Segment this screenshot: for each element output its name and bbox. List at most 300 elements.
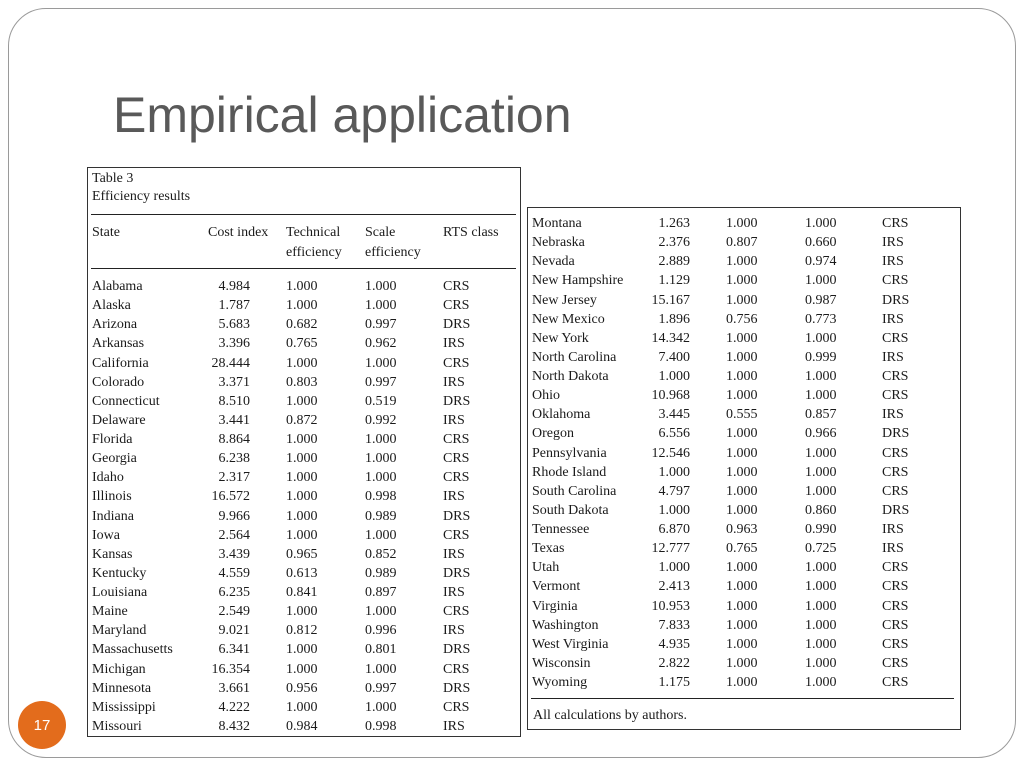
scale-efficiency: 0.998 bbox=[365, 718, 397, 734]
rts-class: CRS bbox=[882, 483, 909, 499]
technical-efficiency: 1.000 bbox=[286, 470, 318, 486]
table-row bbox=[528, 635, 960, 654]
state-name: Rhode Island bbox=[532, 464, 607, 480]
table-row bbox=[528, 367, 960, 386]
state-name: Virginia bbox=[532, 598, 578, 614]
table-panel-left bbox=[87, 167, 521, 737]
rts-class: CRS bbox=[443, 604, 470, 620]
technical-efficiency: 0.984 bbox=[286, 718, 318, 734]
cost-index: 1.000 bbox=[658, 369, 690, 385]
rts-class: IRS bbox=[443, 489, 465, 505]
header-technical-1: Technical bbox=[286, 225, 341, 240]
state-name: Montana bbox=[532, 216, 582, 231]
scale-efficiency: 1.000 bbox=[805, 483, 837, 499]
table-row bbox=[88, 373, 520, 392]
table-row bbox=[88, 679, 520, 698]
table-row bbox=[528, 597, 960, 616]
state-name: South Dakota bbox=[532, 502, 609, 518]
cost-index: 3.396 bbox=[218, 336, 250, 352]
rts-class: DRS bbox=[443, 680, 471, 696]
cost-index: 2.822 bbox=[658, 655, 690, 671]
cost-index: 2.549 bbox=[218, 604, 250, 620]
table-row bbox=[88, 526, 520, 545]
rts-class: CRS bbox=[882, 675, 909, 691]
cost-index: 3.445 bbox=[658, 407, 690, 423]
state-name: Mississippi bbox=[92, 699, 156, 715]
technical-efficiency: 1.000 bbox=[726, 636, 758, 652]
header-cost-index: Cost index bbox=[208, 225, 269, 240]
table-row bbox=[528, 424, 960, 443]
scale-efficiency: 1.000 bbox=[805, 636, 837, 652]
rts-class: CRS bbox=[443, 432, 470, 448]
table-row bbox=[88, 507, 520, 526]
cost-index: 14.342 bbox=[651, 330, 690, 346]
cost-index: 16.354 bbox=[211, 661, 250, 677]
state-name: Vermont bbox=[532, 579, 581, 595]
technical-efficiency: 1.000 bbox=[286, 279, 318, 294]
table-row bbox=[528, 310, 960, 329]
technical-efficiency: 0.613 bbox=[286, 565, 318, 581]
technical-efficiency: 0.956 bbox=[286, 680, 318, 696]
cost-index: 10.953 bbox=[651, 598, 690, 614]
cost-index: 2.376 bbox=[658, 235, 690, 251]
rts-class: CRS bbox=[882, 636, 909, 652]
state-name: Oklahoma bbox=[532, 407, 591, 423]
scale-efficiency: 0.987 bbox=[805, 292, 837, 308]
rts-class: CRS bbox=[882, 388, 909, 404]
scale-efficiency: 1.000 bbox=[365, 661, 397, 677]
cost-index: 9.966 bbox=[218, 508, 250, 524]
cost-index: 6.235 bbox=[218, 585, 250, 601]
rts-class: CRS bbox=[443, 279, 470, 294]
header-rts-class: RTS class bbox=[443, 225, 499, 240]
technical-efficiency: 0.812 bbox=[286, 623, 318, 639]
scale-efficiency: 1.000 bbox=[805, 330, 837, 346]
page-number: 17 bbox=[33, 716, 51, 734]
technical-efficiency: 0.841 bbox=[286, 585, 318, 601]
cost-index: 7.833 bbox=[658, 617, 690, 633]
scale-efficiency: 0.974 bbox=[805, 254, 837, 270]
scale-efficiency: 0.860 bbox=[805, 502, 837, 518]
rts-class: DRS bbox=[443, 642, 471, 658]
scale-efficiency: 0.996 bbox=[365, 623, 397, 639]
cost-index: 28.444 bbox=[211, 355, 250, 371]
technical-efficiency: 1.000 bbox=[726, 675, 758, 691]
cost-index: 4.935 bbox=[658, 636, 690, 652]
scale-efficiency: 1.000 bbox=[805, 579, 837, 595]
table-row bbox=[528, 463, 960, 482]
cost-index: 1.000 bbox=[658, 560, 690, 576]
scale-efficiency: 0.857 bbox=[805, 407, 837, 423]
technical-efficiency: 1.000 bbox=[726, 598, 758, 614]
state-name: Indiana bbox=[92, 508, 134, 524]
rts-class: CRS bbox=[882, 330, 909, 346]
cost-index: 5.683 bbox=[218, 317, 250, 333]
rts-class: IRS bbox=[882, 349, 904, 365]
table-row bbox=[88, 315, 520, 334]
table-row bbox=[88, 411, 520, 430]
scale-efficiency: 1.000 bbox=[365, 604, 397, 620]
table-row bbox=[88, 602, 520, 621]
scale-efficiency: 0.999 bbox=[805, 349, 837, 365]
rts-class: DRS bbox=[443, 317, 471, 333]
state-name: New York bbox=[532, 330, 589, 346]
state-name: West Virginia bbox=[532, 636, 609, 652]
state-name: Kentucky bbox=[92, 565, 147, 581]
state-name: Missouri bbox=[92, 718, 142, 734]
state-name: Kansas bbox=[92, 546, 133, 562]
cost-index: 3.441 bbox=[218, 412, 250, 428]
scale-efficiency: 0.997 bbox=[365, 374, 397, 390]
technical-efficiency: 1.000 bbox=[286, 661, 318, 677]
cost-index: 2.413 bbox=[658, 579, 690, 595]
rts-class: CRS bbox=[882, 655, 909, 671]
scale-efficiency: 1.000 bbox=[365, 279, 397, 294]
technical-efficiency: 1.000 bbox=[726, 655, 758, 671]
rts-class: CRS bbox=[882, 464, 909, 480]
cost-index: 6.556 bbox=[658, 426, 690, 442]
cost-index: 6.341 bbox=[218, 642, 250, 658]
technical-efficiency: 1.000 bbox=[286, 699, 318, 715]
scale-efficiency: 0.992 bbox=[365, 412, 397, 428]
technical-efficiency: 0.807 bbox=[726, 235, 758, 251]
state-name: New Mexico bbox=[532, 311, 605, 327]
cost-index: 1.175 bbox=[658, 675, 690, 691]
header-state: State bbox=[92, 225, 120, 240]
table-row bbox=[88, 449, 520, 468]
state-name: Arizona bbox=[92, 317, 138, 333]
scale-efficiency: 0.801 bbox=[365, 642, 397, 658]
cost-index: 1.000 bbox=[658, 464, 690, 480]
table-row bbox=[88, 717, 520, 736]
table-row bbox=[88, 564, 520, 583]
state-name: Wisconsin bbox=[532, 655, 591, 671]
table-footnote: All calculations by authors. bbox=[533, 708, 687, 723]
scale-efficiency: 0.997 bbox=[365, 680, 397, 696]
technical-efficiency: 1.000 bbox=[726, 579, 758, 595]
scale-efficiency: 1.000 bbox=[805, 464, 837, 480]
state-name: New Jersey bbox=[532, 292, 597, 308]
scale-efficiency: 0.989 bbox=[365, 565, 397, 581]
cost-index: 3.661 bbox=[218, 680, 250, 696]
table-row bbox=[528, 291, 960, 310]
table-row bbox=[88, 430, 520, 449]
state-name: Nebraska bbox=[532, 235, 585, 251]
cost-index: 1.263 bbox=[658, 216, 690, 231]
cost-index: 1.000 bbox=[658, 502, 690, 518]
state-name: Maryland bbox=[92, 623, 147, 639]
table-row bbox=[528, 558, 960, 577]
technical-efficiency: 1.000 bbox=[286, 393, 318, 409]
state-name: North Dakota bbox=[532, 369, 609, 385]
state-name: Washington bbox=[532, 617, 599, 633]
header-technical-2: efficiency bbox=[286, 245, 342, 260]
cost-index: 6.870 bbox=[658, 522, 690, 538]
table-row bbox=[528, 482, 960, 501]
state-name: Nevada bbox=[532, 254, 575, 270]
slide-title: Empirical application bbox=[113, 87, 572, 143]
table-row bbox=[528, 673, 960, 692]
scale-efficiency: 1.000 bbox=[365, 298, 397, 314]
cost-index: 2.889 bbox=[658, 254, 690, 270]
state-name: Iowa bbox=[92, 527, 120, 543]
cost-index: 7.400 bbox=[658, 349, 690, 365]
table-caption-title: Efficiency results bbox=[92, 189, 191, 204]
technical-efficiency: 1.000 bbox=[286, 642, 318, 658]
technical-efficiency: 0.682 bbox=[286, 317, 318, 333]
rts-class: CRS bbox=[443, 527, 470, 543]
page-number-badge bbox=[18, 701, 66, 749]
state-name: Alaska bbox=[92, 298, 131, 314]
table-row bbox=[88, 545, 520, 564]
table-row bbox=[528, 577, 960, 596]
scale-efficiency: 1.000 bbox=[805, 655, 837, 671]
state-name: North Carolina bbox=[532, 349, 617, 365]
technical-efficiency: 1.000 bbox=[726, 330, 758, 346]
state-name: Utah bbox=[532, 560, 560, 576]
cost-index: 8.432 bbox=[218, 718, 250, 734]
state-name: Colorado bbox=[92, 374, 145, 390]
rts-class: IRS bbox=[443, 585, 465, 601]
technical-efficiency: 1.000 bbox=[286, 604, 318, 620]
state-name: Alabama bbox=[92, 279, 143, 294]
technical-efficiency: 1.000 bbox=[726, 216, 758, 231]
rts-class: DRS bbox=[882, 502, 910, 518]
technical-efficiency: 1.000 bbox=[286, 489, 318, 505]
table-row bbox=[528, 252, 960, 271]
rts-class: IRS bbox=[882, 407, 904, 423]
cost-index: 3.371 bbox=[218, 374, 250, 390]
cost-index: 6.238 bbox=[218, 451, 250, 467]
technical-efficiency: 0.765 bbox=[286, 336, 318, 352]
state-name: South Carolina bbox=[532, 483, 617, 499]
cost-index: 2.564 bbox=[218, 527, 250, 543]
state-name: Illinois bbox=[92, 489, 132, 505]
table-row bbox=[528, 539, 960, 558]
cost-index: 4.984 bbox=[218, 279, 250, 294]
scale-efficiency: 1.000 bbox=[805, 675, 837, 691]
table-row bbox=[528, 654, 960, 673]
state-name: Massachusetts bbox=[92, 642, 173, 658]
rts-class: CRS bbox=[443, 451, 470, 467]
technical-efficiency: 0.555 bbox=[726, 407, 758, 423]
state-name: Tennessee bbox=[532, 522, 590, 538]
scale-efficiency: 0.997 bbox=[365, 317, 397, 333]
state-name: Idaho bbox=[92, 470, 124, 486]
table-row bbox=[88, 640, 520, 659]
rts-class: CRS bbox=[882, 598, 909, 614]
scale-efficiency: 1.000 bbox=[365, 470, 397, 486]
rts-class: IRS bbox=[882, 311, 904, 327]
scale-efficiency: 1.000 bbox=[365, 451, 397, 467]
scale-efficiency: 0.989 bbox=[365, 508, 397, 524]
cost-index: 4.559 bbox=[218, 565, 250, 581]
state-name: Maine bbox=[92, 604, 128, 620]
table-row bbox=[88, 334, 520, 353]
table-row bbox=[528, 405, 960, 424]
state-name: Pennsylvania bbox=[532, 445, 607, 461]
scale-efficiency: 1.000 bbox=[365, 432, 397, 448]
scale-efficiency: 0.725 bbox=[805, 541, 837, 557]
rts-class: DRS bbox=[443, 508, 471, 524]
table-row bbox=[88, 392, 520, 411]
scale-efficiency: 1.000 bbox=[365, 699, 397, 715]
cost-index: 9.021 bbox=[218, 623, 250, 639]
table-row bbox=[528, 386, 960, 405]
rts-class: CRS bbox=[443, 298, 470, 314]
cost-index: 8.864 bbox=[218, 432, 250, 448]
rts-class: IRS bbox=[443, 412, 465, 428]
rts-class: IRS bbox=[443, 546, 465, 562]
technical-efficiency: 1.000 bbox=[286, 298, 318, 314]
rts-class: DRS bbox=[882, 292, 910, 308]
table-row bbox=[88, 621, 520, 640]
state-name: Arkansas bbox=[92, 336, 145, 352]
rts-class: IRS bbox=[882, 541, 904, 557]
scale-efficiency: 1.000 bbox=[805, 560, 837, 576]
cost-index: 4.222 bbox=[218, 699, 250, 715]
technical-efficiency: 1.000 bbox=[286, 355, 318, 371]
cost-index: 1.787 bbox=[218, 298, 250, 314]
table-row bbox=[528, 271, 960, 290]
table-header-rule bbox=[91, 268, 516, 269]
table-caption-number: Table 3 bbox=[92, 171, 134, 186]
technical-efficiency: 1.000 bbox=[286, 451, 318, 467]
technical-efficiency: 1.000 bbox=[726, 349, 758, 365]
cost-index: 10.968 bbox=[651, 388, 690, 404]
technical-efficiency: 1.000 bbox=[726, 502, 758, 518]
technical-efficiency: 1.000 bbox=[726, 388, 758, 404]
technical-efficiency: 1.000 bbox=[726, 369, 758, 385]
scale-efficiency: 0.962 bbox=[365, 336, 397, 352]
technical-efficiency: 1.000 bbox=[726, 560, 758, 576]
state-name: Michigan bbox=[92, 661, 146, 677]
rts-class: DRS bbox=[443, 393, 471, 409]
scale-efficiency: 1.000 bbox=[365, 355, 397, 371]
state-name: Delaware bbox=[92, 412, 146, 428]
cost-index: 15.167 bbox=[651, 292, 690, 308]
table-row bbox=[88, 698, 520, 717]
rts-class: CRS bbox=[882, 369, 909, 385]
technical-efficiency: 1.000 bbox=[726, 292, 758, 308]
rts-class: CRS bbox=[443, 470, 470, 486]
cost-index: 1.896 bbox=[658, 311, 690, 327]
scale-efficiency: 0.519 bbox=[365, 393, 397, 409]
state-name: Connecticut bbox=[92, 393, 160, 409]
cost-index: 12.546 bbox=[651, 445, 690, 461]
state-name: Louisiana bbox=[92, 585, 148, 601]
technical-efficiency: 0.765 bbox=[726, 541, 758, 557]
scale-efficiency: 1.000 bbox=[805, 388, 837, 404]
table-top-rule bbox=[91, 214, 516, 215]
rts-class: CRS bbox=[882, 445, 909, 461]
rts-class: IRS bbox=[882, 522, 904, 538]
table-row bbox=[528, 444, 960, 463]
rts-class: IRS bbox=[443, 336, 465, 352]
scale-efficiency: 1.000 bbox=[805, 216, 837, 231]
technical-efficiency: 1.000 bbox=[726, 464, 758, 480]
rts-class: CRS bbox=[882, 579, 909, 595]
scale-efficiency: 0.852 bbox=[365, 546, 397, 562]
technical-efficiency: 1.000 bbox=[286, 527, 318, 543]
state-name: Minnesota bbox=[92, 680, 152, 696]
technical-efficiency: 1.000 bbox=[726, 426, 758, 442]
technical-efficiency: 0.756 bbox=[726, 311, 758, 327]
technical-efficiency: 0.963 bbox=[726, 522, 758, 538]
scale-efficiency: 1.000 bbox=[805, 273, 837, 289]
rts-class: CRS bbox=[443, 355, 470, 371]
table-panel-right bbox=[527, 207, 961, 730]
state-name: New Hampshire bbox=[532, 273, 624, 289]
scale-efficiency: 0.897 bbox=[365, 585, 397, 601]
table-row bbox=[88, 354, 520, 373]
state-name: Wyoming bbox=[532, 675, 588, 691]
cost-index: 2.317 bbox=[218, 470, 250, 486]
rts-class: IRS bbox=[443, 718, 465, 734]
scale-efficiency: 0.990 bbox=[805, 522, 837, 538]
scale-efficiency: 0.660 bbox=[805, 235, 837, 251]
technical-efficiency: 1.000 bbox=[726, 273, 758, 289]
table-row bbox=[528, 616, 960, 635]
table-row bbox=[88, 487, 520, 506]
table-row bbox=[528, 520, 960, 539]
cost-index: 3.439 bbox=[218, 546, 250, 562]
scale-efficiency: 0.998 bbox=[365, 489, 397, 505]
table-row bbox=[88, 296, 520, 315]
rts-class: CRS bbox=[882, 216, 909, 231]
scale-efficiency: 1.000 bbox=[805, 445, 837, 461]
cost-index: 1.129 bbox=[658, 273, 690, 289]
scale-efficiency: 1.000 bbox=[365, 527, 397, 543]
cost-index: 4.797 bbox=[658, 483, 690, 499]
state-name: Oregon bbox=[532, 426, 574, 442]
technical-efficiency: 1.000 bbox=[726, 483, 758, 499]
cost-index: 16.572 bbox=[211, 489, 250, 505]
technical-efficiency: 1.000 bbox=[726, 254, 758, 270]
table-row bbox=[88, 660, 520, 679]
scale-efficiency: 1.000 bbox=[805, 369, 837, 385]
rts-class: CRS bbox=[882, 617, 909, 633]
table-row bbox=[528, 329, 960, 348]
table-row bbox=[528, 233, 960, 252]
scale-efficiency: 1.000 bbox=[805, 617, 837, 633]
rts-class: CRS bbox=[443, 699, 470, 715]
technical-efficiency: 1.000 bbox=[286, 508, 318, 524]
technical-efficiency: 1.000 bbox=[286, 432, 318, 448]
technical-efficiency: 1.000 bbox=[726, 445, 758, 461]
table-row bbox=[528, 214, 960, 233]
table-row bbox=[88, 277, 520, 296]
rts-class: IRS bbox=[882, 235, 904, 251]
technical-efficiency: 0.803 bbox=[286, 374, 318, 390]
state-name: California bbox=[92, 355, 149, 371]
state-name: Ohio bbox=[532, 388, 560, 404]
rts-class: CRS bbox=[443, 661, 470, 677]
technical-efficiency: 0.965 bbox=[286, 546, 318, 562]
scale-efficiency: 0.966 bbox=[805, 426, 837, 442]
cost-index: 12.777 bbox=[651, 541, 690, 557]
rts-class: DRS bbox=[882, 426, 910, 442]
cost-index: 8.510 bbox=[218, 393, 250, 409]
rts-class: IRS bbox=[443, 374, 465, 390]
table-row bbox=[528, 501, 960, 520]
state-name: Texas bbox=[532, 541, 565, 557]
state-name: Florida bbox=[92, 432, 133, 448]
table-row bbox=[88, 468, 520, 487]
technical-efficiency: 0.872 bbox=[286, 412, 318, 428]
scale-efficiency: 0.773 bbox=[805, 311, 837, 327]
state-name: Georgia bbox=[92, 451, 137, 467]
